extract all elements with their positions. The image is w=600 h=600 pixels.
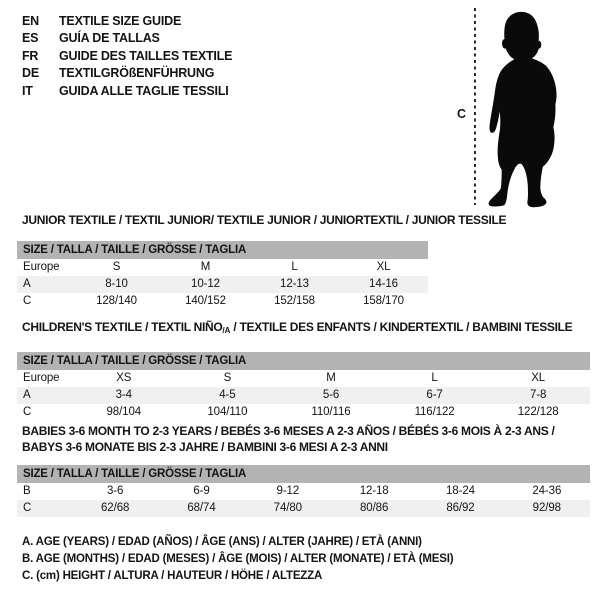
size-cell: 24-36 — [532, 485, 562, 497]
language-label: GUIDE DES TAILLES TEXTILE — [59, 48, 233, 63]
table-title — [17, 439, 590, 455]
size-cell: M — [326, 372, 336, 384]
size-cell: 152/158 — [274, 295, 315, 307]
size-cell: 3-6 — [107, 485, 124, 497]
row-label: C — [23, 502, 32, 514]
row-label: A — [23, 278, 31, 290]
babies-textile-section — [17, 423, 590, 517]
size-cell: 158/170 — [363, 295, 404, 307]
size-table — [17, 352, 590, 421]
row-label: B — [23, 485, 31, 497]
junior-textile-section — [17, 212, 507, 310]
language-code: EN — [22, 13, 39, 28]
language-header — [22, 12, 232, 100]
size-cell: XL — [531, 372, 546, 384]
size-cell: 7-8 — [530, 389, 547, 401]
size-cell: 14-16 — [369, 278, 398, 290]
height-figure — [450, 0, 600, 215]
language-row — [22, 65, 232, 83]
size-cell: S — [112, 261, 121, 273]
row-label: Europe — [23, 372, 60, 384]
language-code: IT — [22, 83, 33, 98]
table-title-subscript: /A — [222, 326, 231, 335]
size-cell: XL — [376, 261, 391, 273]
size-cell: 80/86 — [360, 502, 389, 514]
toddler-silhouette-icon — [486, 4, 586, 208]
size-cell: 12-13 — [280, 278, 309, 290]
table-title-text: JUNIOR TEXTILE / TEXTIL JUNIOR/ TEXTILE JUNIOR / JUNIORTEXTIL / JUNIOR TESSILE — [22, 213, 507, 227]
size-cell: 128/140 — [96, 295, 137, 307]
table-row — [17, 500, 590, 517]
size-table — [17, 241, 428, 310]
footnote-line: B. AGE (MONTHS) / EDAD (MESES) / ÂGE (MOIS) / ALTER (MONATE) / ETÀ (MESI) — [22, 553, 454, 565]
language-label: TEXTILE SIZE GUIDE — [59, 13, 182, 28]
table-row — [17, 404, 590, 421]
table-row — [17, 370, 590, 387]
size-cell: 6-7 — [426, 389, 443, 401]
size-table — [17, 465, 590, 517]
childrens-textile-section — [17, 319, 590, 421]
size-header-row: SIZE / TALLA / TAILLE / GRÖSSE / TAGLIA — [17, 352, 590, 370]
size-cell: L — [431, 372, 438, 384]
language-label: GUÍA DE TALLAS — [59, 31, 160, 46]
size-cell: 98/104 — [106, 406, 142, 418]
size-cell: 4-5 — [219, 389, 236, 401]
size-cell: 110/116 — [311, 406, 351, 418]
language-row — [22, 30, 232, 48]
size-cell: 8-10 — [105, 278, 128, 290]
size-cell: XS — [116, 372, 132, 384]
size-header-row: SIZE / TALLA / TAILLE / GRÖSSE / TAGLIA — [17, 465, 590, 483]
table-title — [17, 423, 590, 439]
row-label: Europe — [23, 261, 60, 273]
table-row — [17, 259, 428, 276]
language-label: GUIDA ALLE TAGLIE TESSILI — [59, 83, 229, 98]
size-cell: 74/80 — [273, 502, 302, 514]
size-cell: 12-18 — [359, 485, 389, 497]
size-cell: 5-6 — [322, 389, 340, 401]
size-cell: L — [291, 261, 298, 273]
language-code: FR — [22, 48, 39, 63]
size-cell: 104/110 — [207, 406, 248, 418]
size-cell: 140/152 — [185, 295, 226, 307]
row-label: A — [23, 389, 31, 401]
size-cell: 10-12 — [191, 278, 220, 290]
size-cell: 9-12 — [276, 485, 300, 497]
language-row — [22, 47, 232, 65]
table-title-text: BABYS 3-6 MONATE BIS 2-3 JAHRE / BAMBINI 3-6 MESI A 2-3 ANNI — [22, 440, 388, 454]
table-title-text: CHILDREN'S TEXTILE / TEXTIL NIÑO — [22, 320, 223, 334]
height-dotted-line — [474, 8, 476, 205]
size-cell: 62/68 — [101, 502, 130, 514]
table-title-text: BABIES 3-6 MONTH TO 2-3 YEARS / BEBÉS 3-6 MESES A 2-3 AÑOS / BÉBÉS 3-6 MOIS À 2-3 ANS / — [22, 424, 555, 438]
size-header-row: SIZE / TALLA / TAILLE / GRÖSSE / TAGLIA — [17, 241, 428, 259]
table-row — [17, 293, 428, 310]
table-title — [17, 319, 590, 339]
language-row — [22, 82, 232, 100]
language-code: ES — [22, 31, 39, 46]
footnote-line: C. (cm) HEIGHT / ALTURA / HAUTEUR / HÖHE / ALTEZZA — [22, 570, 323, 582]
size-cell: S — [223, 372, 232, 384]
row-label: C — [23, 406, 32, 418]
size-cell: 3-4 — [115, 389, 132, 401]
measure-c-label: C — [457, 107, 467, 121]
size-cell: 116/122 — [414, 406, 455, 418]
size-cell: 122/128 — [517, 406, 559, 418]
size-cell: 92/98 — [532, 502, 561, 514]
row-label: C — [23, 295, 32, 307]
footnotes — [22, 534, 453, 585]
footnote-line: A. AGE (YEARS) / EDAD (AÑOS) / ÂGE (ANS) / ALTER (JAHRE) / ETÀ (ANNI) — [22, 536, 422, 548]
size-cell: M — [200, 261, 211, 273]
language-label: TEXTILGRÖßENFÜHRUNG — [59, 66, 215, 81]
table-row — [17, 483, 590, 500]
table-row — [17, 276, 428, 293]
language-row — [22, 12, 232, 30]
size-cell: 68/74 — [187, 502, 216, 514]
size-cell: 18-24 — [446, 485, 475, 497]
language-code: DE — [22, 66, 39, 81]
table-title-text: / TEXTILE DES ENFANTS / KINDERTEXTIL / BAMBINI TESSILE — [230, 320, 573, 334]
table-title — [17, 212, 507, 228]
table-row — [17, 387, 590, 404]
size-cell: 6-9 — [193, 485, 210, 497]
size-cell: 86/92 — [446, 502, 475, 514]
